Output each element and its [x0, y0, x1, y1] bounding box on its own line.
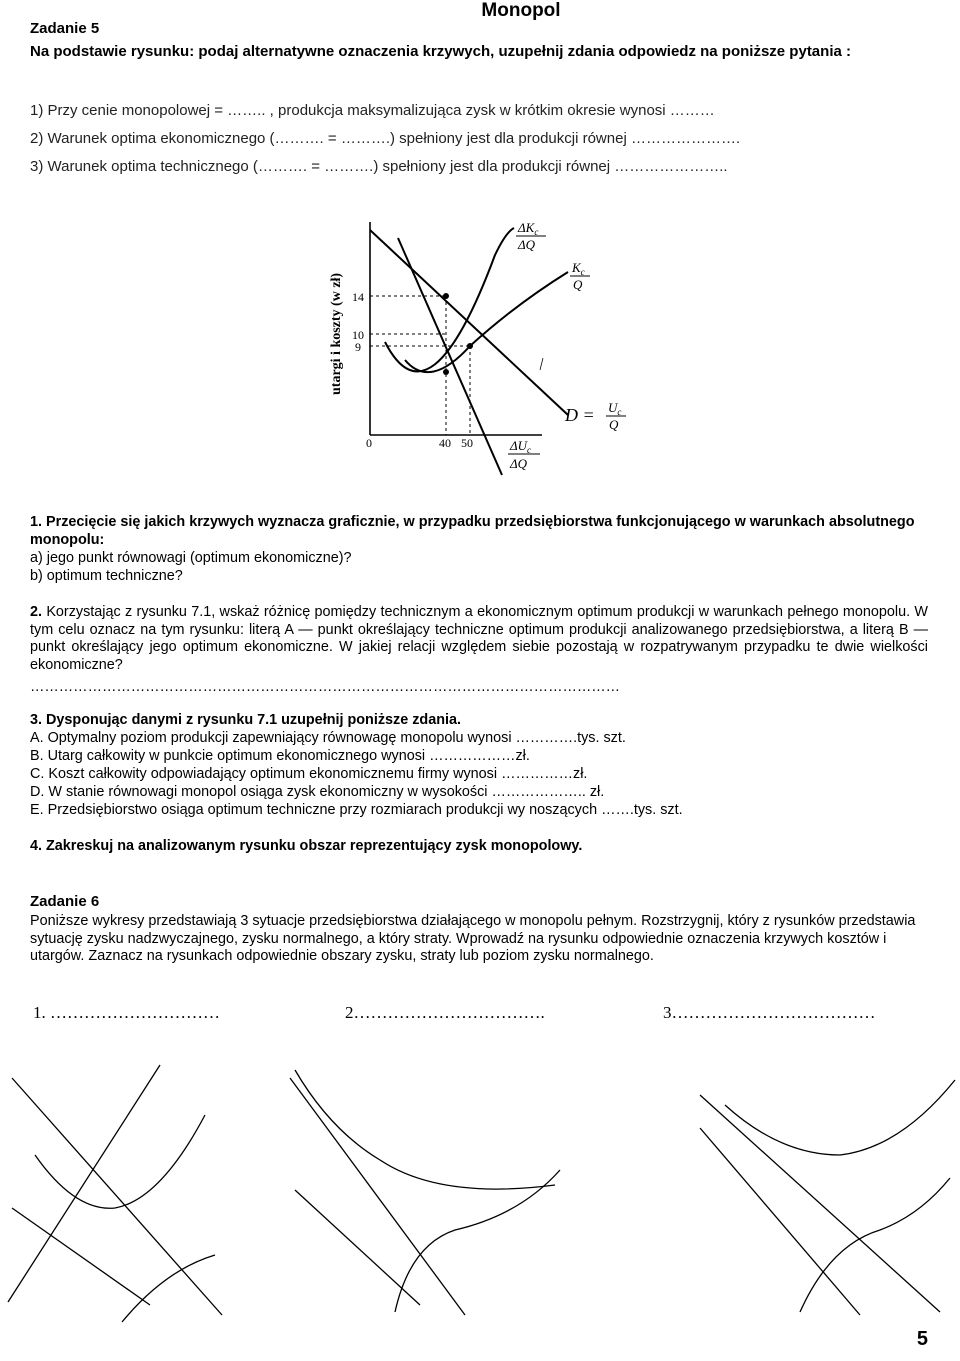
demand-label: D =	[565, 405, 595, 425]
x-tick-40: 40	[439, 436, 451, 450]
y-tick-9: 9	[355, 340, 361, 354]
q3-title: 3. Dysponując danymi z rysunku 7.1 uzupełnij poniższe zdania.	[30, 712, 462, 728]
diagram-3-mc-curve	[800, 1178, 950, 1312]
q3-item-a: A. Optymalny poziom produkcji zapewniający równowagę monopolu wynosi ………….tys. szt.	[30, 730, 626, 746]
q3-item-e: E. Przedsiębiorstwo osiąga optimum techniczne przy rozmiarach produkcji wy noszących …….tys. szt.	[30, 802, 683, 818]
diagram-3-demand	[700, 1095, 940, 1312]
diagram-3	[700, 1080, 955, 1315]
point-price	[443, 293, 449, 299]
diagram-2	[290, 1070, 560, 1315]
answer-3: 3………………………………	[663, 1003, 876, 1022]
q2-text: 2. Korzystając z rysunku 7.1, wskaż różnicę pomiędzy technicznym a ekonomicznym optimum produkcji w warunkach pełnego monopolu. W tym celu oznacz na tym rysunku: literą A — punkt określający techniczne optimum produkcji analizowanego przedsiębiorstwa, a literą B — punkt określający jego optimum ekonomiczne. W jakiej relacji względem siebie pozostają w rozpatrywanym przypadku te dwie wielkości ekonomiczne?	[30, 604, 928, 673]
task6-heading: Zadanie 6	[30, 893, 100, 910]
task6-diagrams	[0, 1040, 960, 1330]
demand-label-den: Q	[609, 417, 619, 432]
page-number: 5	[916, 1328, 928, 1350]
diagram-2-demand	[290, 1078, 465, 1315]
task5-heading: Zadanie 5	[30, 20, 100, 37]
task5-item-1: 1) Przy cenie monopolowej = …….. , produkcja maksymalizująca zysk w krótkim okresie wynosi ………	[30, 102, 715, 119]
diagram-1-mc-line	[8, 1065, 160, 1302]
diagram-2-mc-curve	[395, 1170, 560, 1312]
diagram-1-mr	[12, 1208, 150, 1305]
diagram-1-ac-curve	[35, 1115, 205, 1208]
task5-item-2: 2) Warunek optima ekonomicznego (………. = ……….) spełniony jest dla produkcji równej ………………….	[30, 130, 741, 147]
q1-title: 1. Przecięcie się jakich krzywych wyznacza graficznie, w przypadku przedsiębiorstwa funkcjonującego w warunkach absolutnego monopolu:	[30, 514, 915, 548]
marginal-cost-curve	[385, 228, 514, 371]
page-title: Monopol	[481, 0, 561, 21]
mr-label-num: $\Delta U_c$	[510, 438, 532, 455]
point-mc-mr	[443, 369, 449, 375]
answer-2: 2…………………………….	[345, 1003, 545, 1022]
mc-label-den: ΔQ	[518, 237, 536, 252]
y-tick-14: 14	[352, 290, 364, 304]
monopoly-figure	[310, 210, 640, 485]
task5-intro: Na podstawie rysunku: podaj alternatywne oznaczenia krzywych, uzupełnij zdania odpowiedz na poniższe pytania :	[30, 43, 851, 60]
diagram-2-ac-curve	[295, 1070, 555, 1189]
diagram-3-ac-curve	[725, 1080, 955, 1155]
point-cost	[467, 343, 473, 349]
answer-1: 1. …………………………	[33, 1003, 220, 1022]
stray-mark	[540, 358, 543, 370]
diagram-1-demand	[12, 1078, 222, 1315]
diagram-1-mc-curve	[122, 1255, 215, 1322]
diagram-3-mr	[700, 1128, 860, 1315]
ac-label-den: Q	[573, 277, 583, 292]
diagram-2-mr	[295, 1190, 420, 1305]
q1-a: a) jego punkt równowagi (optimum ekonomiczne)?	[30, 550, 352, 566]
demand-label-num: $U_c$	[608, 400, 622, 417]
task5-item-3: 3) Warunek optima technicznego (………. = ……….) spełniony jest dla produkcji równej …………………..	[30, 158, 728, 175]
task6-text: Poniższe wykresy przedstawiają 3 sytuacje przedsiębiorstwa działającego w monopolu pełnym. Rozstrzygnij, który z rysunków przedstawia sytuację zysku nadzwyczajnego, zysku normalnego, a który straty. Wprowadź na rysunku odpowiednie oznaczenia krzywych kosztów i utargów. Zaznacz na rysunkach odpowiednie obszary zysku, straty lub poziom zysku normalnego.	[30, 913, 916, 964]
q1-b: b) optimum techniczne?	[30, 568, 183, 584]
q3-item-c: C. Koszt całkowity odpowiadający optimum ekonomicznemu firmy wynosi ……………zł.	[30, 766, 588, 782]
mr-label-den: ΔQ	[510, 456, 528, 471]
q4-text: 4. Zakreskuj na analizowanym rysunku obszar reprezentujący zysk monopolowy.	[30, 838, 583, 854]
x-tick-50: 50	[461, 436, 473, 450]
ac-label-num: $K_c$	[572, 260, 585, 277]
q3-item-d: D. W stanie równowagi monopol osiąga zysk ekonomiczny w wysokości ……………….. zł.	[30, 784, 605, 800]
y-tick-10: 10	[352, 328, 364, 342]
y-axis-label: utargi i koszty (w zł)	[329, 272, 344, 395]
x-tick-0: 0	[366, 436, 372, 450]
q2-dots: ……………………………………………………………………………………………………………	[30, 679, 621, 695]
diagram-1	[8, 1065, 222, 1322]
q3-item-b: B. Utarg całkowity w punkcie optimum ekonomicznego wynosi ………………zł.	[30, 748, 530, 764]
demand-curve	[370, 230, 568, 415]
mc-label-num: $\Delta K_c$	[518, 220, 539, 237]
average-cost-curve	[405, 272, 568, 372]
